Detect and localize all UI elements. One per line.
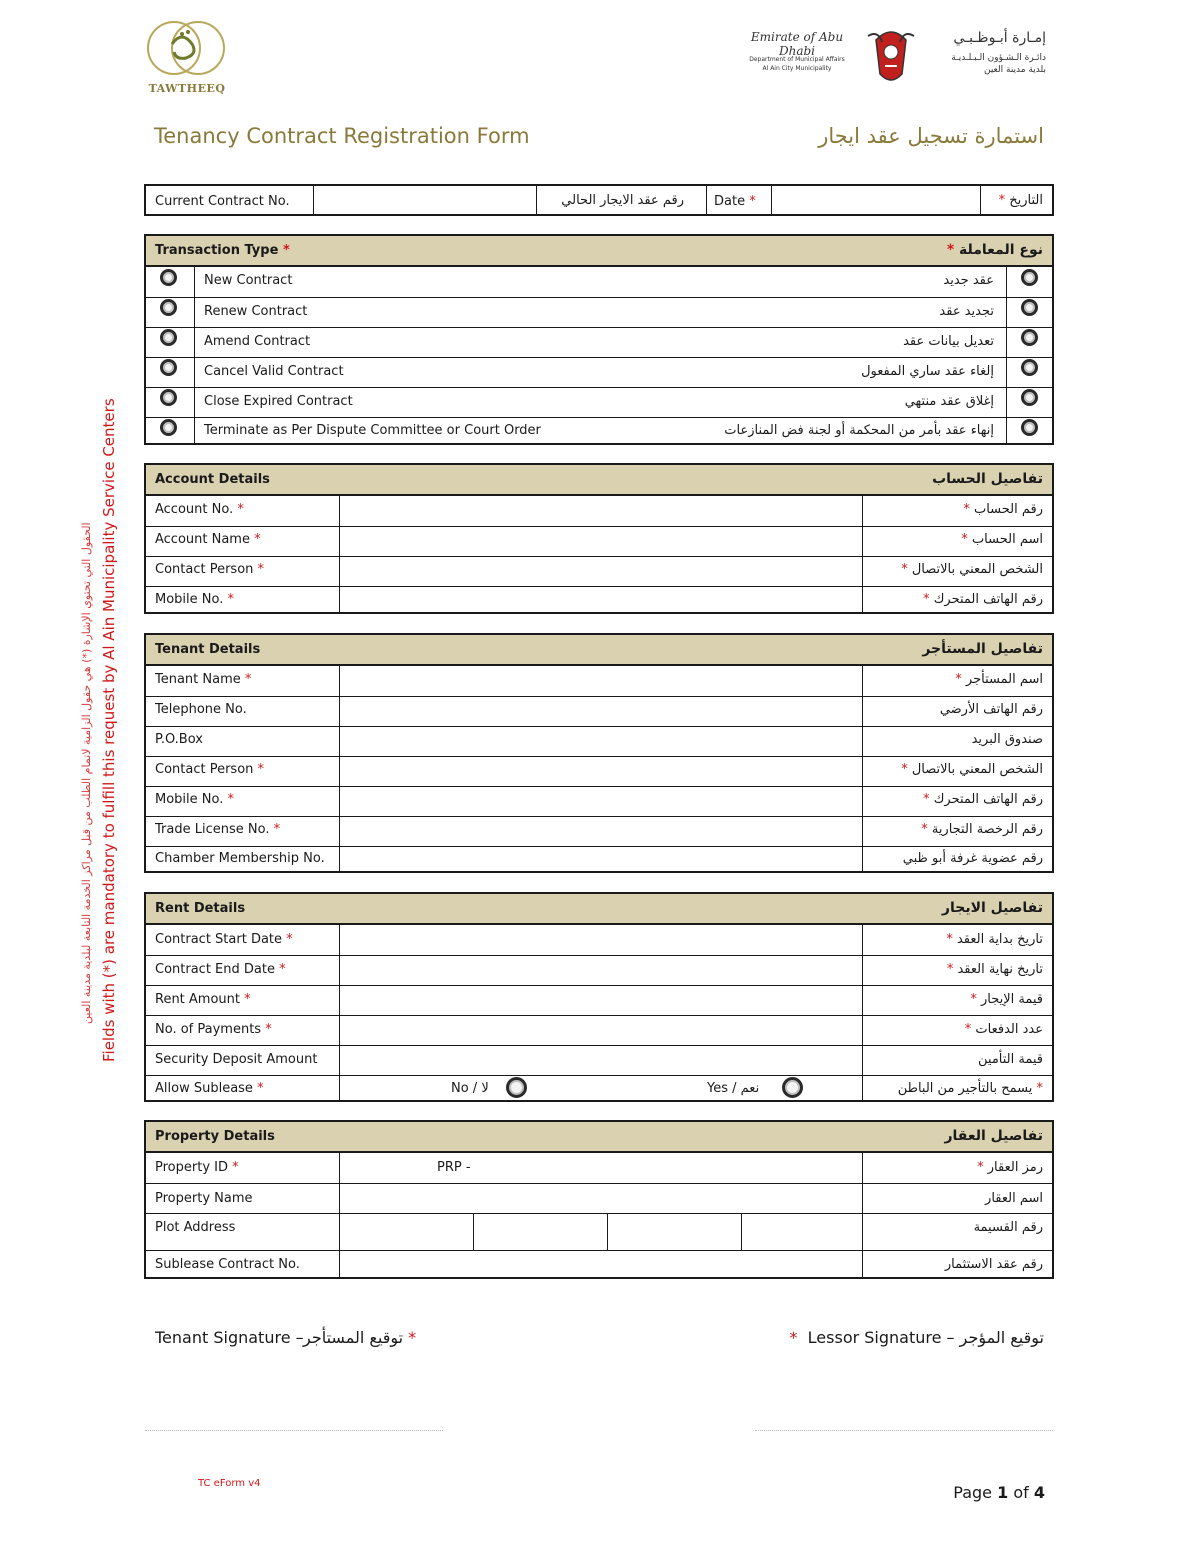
current-contract-label-ar: رقم عقد الايجار الحالي xyxy=(561,193,684,208)
form-row xyxy=(146,556,1052,586)
contract-start-input[interactable] xyxy=(341,925,861,954)
tenant-pobox-input[interactable] xyxy=(341,727,861,756)
tenant-details-table xyxy=(144,633,1054,873)
transaction-option-row xyxy=(146,417,1052,443)
field-label-en: Mobile No. * xyxy=(155,792,234,807)
field-label-en: Account No. * xyxy=(155,502,244,517)
field-label-ar: رقم الحساب * xyxy=(963,502,1043,517)
field-label-ar: عدد الدفعات * xyxy=(964,1022,1043,1037)
field-label-en: Contract End Date * xyxy=(155,962,286,977)
option-label-en: Cancel Valid Contract xyxy=(204,364,344,379)
account-no-input[interactable] xyxy=(341,496,861,525)
form-row xyxy=(146,726,1052,756)
form-row xyxy=(146,1015,1052,1045)
option-label-en: New Contract xyxy=(204,273,293,288)
tenant-telephone-input[interactable] xyxy=(341,697,861,726)
form-row xyxy=(146,496,1052,526)
security-deposit-input[interactable] xyxy=(341,1046,861,1075)
field-label-ar: قيمة الإيجار * xyxy=(970,992,1043,1007)
option-label-ar: إنهاء عقد بأمر من المحكمة أو لجنة فض المنازعات xyxy=(724,423,994,438)
form-row xyxy=(146,696,1052,726)
form-row xyxy=(146,666,1052,696)
radio-close-contract-en[interactable] xyxy=(160,389,177,406)
option-label-ar: تعديل بيانات عقد xyxy=(903,334,994,349)
gov-sub-en: Department of Municipal Affairs Al Ain City Municipality xyxy=(749,56,845,72)
rent-amount-input[interactable] xyxy=(341,986,861,1015)
date-label: Date * xyxy=(714,194,756,209)
transaction-option-row xyxy=(146,267,1052,297)
form-row xyxy=(146,985,1052,1015)
field-label-ar: الشخص المعني بالاتصال * xyxy=(901,762,1043,777)
field-label-ar: تاريخ بداية العقد * xyxy=(946,932,1043,947)
radio-terminate-contract-en[interactable] xyxy=(160,419,177,436)
plot-address-input-2[interactable] xyxy=(475,1214,606,1250)
sublease-no-radio[interactable] xyxy=(506,1077,527,1098)
option-label-en: Renew Contract xyxy=(204,304,308,319)
field-label-ar: رقم الهاتف المتحرك * xyxy=(923,592,1043,607)
form-row xyxy=(146,756,1052,786)
gov-sub-ar: دائـرة الـشـؤون الـبـلـديـة بلدية مدينة العين xyxy=(951,53,1046,75)
field-label-ar: رمز العقار * xyxy=(977,1160,1043,1175)
radio-cancel-contract-ar[interactable] xyxy=(1021,359,1038,376)
radio-amend-contract-ar[interactable] xyxy=(1021,329,1038,346)
form-row xyxy=(146,1250,1052,1277)
rent-details-header: Rent Details تفاصيل الايجار xyxy=(146,894,1052,925)
account-mobile-input[interactable] xyxy=(341,587,861,613)
page-indicator: Page 1 of 4 xyxy=(953,1483,1045,1502)
option-label-en: Amend Contract xyxy=(204,334,311,349)
field-label-en: Property Name xyxy=(155,1191,253,1206)
radio-close-contract-ar[interactable] xyxy=(1021,389,1038,406)
field-label-ar: صندوق البريد xyxy=(971,732,1043,747)
field-label-en: Contact Person * xyxy=(155,562,265,577)
transaction-type-table xyxy=(144,234,1054,445)
current-contract-label: Current Contract No. xyxy=(155,194,290,209)
emblem-icon xyxy=(866,22,916,86)
field-label-ar: الشخص المعني بالاتصال * xyxy=(901,562,1043,577)
tenant-mobile-input[interactable] xyxy=(341,787,861,816)
form-row xyxy=(146,925,1052,955)
transaction-option-row xyxy=(146,297,1052,327)
field-label-en: Plot Address xyxy=(155,1220,236,1235)
field-label-en: Trade License No. * xyxy=(155,822,281,837)
contract-info-table xyxy=(144,184,1054,216)
field-label-en: Mobile No. * xyxy=(155,592,234,607)
field-label-ar: رقم القسيمة xyxy=(973,1220,1043,1235)
radio-new-contract-en[interactable] xyxy=(160,269,177,286)
tenant-name-input[interactable] xyxy=(341,666,861,695)
field-label-ar: اسم الحساب * xyxy=(961,532,1043,547)
transaction-option-row xyxy=(146,357,1052,387)
sublease-yes-radio[interactable] xyxy=(782,1077,803,1098)
field-label-ar: * يسمح بالتأجير من الباطن xyxy=(897,1081,1043,1096)
radio-new-contract-ar[interactable] xyxy=(1021,269,1038,286)
mandatory-note-en: Fields with (*) are mandatory to fulfill this request by Al Ain Municipality Service Centers xyxy=(100,398,118,1062)
form-row xyxy=(146,586,1052,612)
radio-cancel-contract-en[interactable] xyxy=(160,359,177,376)
form-row xyxy=(146,1075,1052,1100)
tenant-signature-line[interactable] xyxy=(145,1430,443,1431)
tenant-signature-label: Tenant Signature – xyxy=(155,1328,304,1347)
option-label-ar: إغلاق عقد منتهي xyxy=(904,394,994,409)
radio-amend-contract-en[interactable] xyxy=(160,329,177,346)
field-label-en: Telephone No. xyxy=(155,702,247,717)
account-details-header: Account Details تفاصيل الحساب xyxy=(146,465,1052,496)
field-label-en: No. of Payments * xyxy=(155,1022,272,1037)
mandatory-note-ar: الحقول التي تحتوي الإشارة (*) هي حقول الزامية لاتمام الطلب من قبل مراكز الخدمة التابعة لبلدية مدينة العين xyxy=(80,522,93,1024)
form-row xyxy=(146,816,1052,846)
field-label-en: Sublease Contract No. xyxy=(155,1257,300,1272)
field-label-ar: اسم المستأجر * xyxy=(955,672,1043,687)
option-label-ar: عقد جديد xyxy=(943,273,994,288)
option-label-ar: تجديد عقد xyxy=(939,304,994,319)
form-row xyxy=(146,526,1052,556)
date-label-ar: التاريخ * xyxy=(998,193,1043,208)
field-label-ar: رقم الهاتف المتحرك * xyxy=(923,792,1043,807)
form-title-ar: استمارة تسجيل عقد ايجار xyxy=(818,124,1044,148)
sublease-contract-input[interactable] xyxy=(341,1251,861,1278)
plot-address-input-4[interactable] xyxy=(743,1214,861,1250)
field-label-ar: تاريخ نهاية العقد * xyxy=(946,962,1043,977)
form-title-en: Tenancy Contract Registration Form xyxy=(154,124,530,148)
rent-details-table xyxy=(144,892,1054,1102)
field-label-en: Contact Person * xyxy=(155,762,265,777)
gov-name-ar: إمـارة أبـوظـبـي xyxy=(953,30,1046,46)
form-row xyxy=(146,846,1052,871)
property-name-input[interactable] xyxy=(341,1184,861,1213)
field-label-ar: رقم الهاتف الأرضي xyxy=(939,702,1043,717)
field-label-ar: اسم العقار xyxy=(985,1191,1043,1206)
field-label-en: Tenant Name * xyxy=(155,672,252,687)
date-input[interactable] xyxy=(772,186,980,214)
field-label-ar: رقم عقد الاستثمار xyxy=(944,1257,1043,1272)
option-label-en: Terminate as Per Dispute Committee or Court Order xyxy=(204,423,541,438)
lessor-signature-line[interactable] xyxy=(755,1430,1053,1431)
gov-name-en: Emirate of Abu Dhabi xyxy=(750,30,844,58)
tenant-chamber-input[interactable] xyxy=(341,847,861,872)
account-details-table xyxy=(144,463,1054,614)
account-name-input[interactable] xyxy=(341,527,861,556)
property-details-header: Property Details تفاصيل العقار xyxy=(146,1122,1052,1153)
field-label-en: Allow Sublease * xyxy=(155,1081,264,1096)
field-label-ar: قيمة التأمين xyxy=(978,1052,1043,1067)
tenant-license-input[interactable] xyxy=(341,817,861,846)
form-row xyxy=(146,1183,1052,1213)
sublease-no-label: No / لا xyxy=(451,1081,489,1096)
plot-address-input-3[interactable] xyxy=(609,1214,740,1250)
form-row xyxy=(146,1045,1052,1075)
field-label-ar: رقم الرخصة التجارية * xyxy=(921,822,1043,837)
property-id-prefix[interactable]: PRP - xyxy=(437,1160,471,1175)
tenant-contact-input[interactable] xyxy=(341,757,861,786)
form-row xyxy=(146,955,1052,985)
form-row xyxy=(146,1153,1052,1183)
current-contract-input[interactable] xyxy=(314,186,536,214)
form-row xyxy=(146,1213,1052,1250)
radio-terminate-contract-ar[interactable] xyxy=(1021,419,1038,436)
tawtheeq-logo-text: TAWTHEEQ xyxy=(148,82,226,95)
plot-address-input-1[interactable] xyxy=(341,1214,472,1250)
lessor-signature-label: * Lessor Signature – توقيع المؤجر xyxy=(789,1328,1044,1347)
field-label-en: Account Name * xyxy=(155,532,261,547)
tenant-signature-label-ar: توقيع المستأجر * xyxy=(303,1328,417,1347)
payments-count-input[interactable] xyxy=(341,1016,861,1045)
radio-renew-contract-en[interactable] xyxy=(160,299,177,316)
form-row xyxy=(146,786,1052,816)
transaction-type-header: Transaction Type * نوع المعاملة * xyxy=(146,236,1052,267)
field-label-en: Rent Amount * xyxy=(155,992,251,1007)
field-label-en: Security Deposit Amount xyxy=(155,1052,318,1067)
field-label-en: Chamber Membership No. xyxy=(155,851,325,866)
property-details-table xyxy=(144,1120,1054,1279)
option-label-ar: إلغاء عقد ساري المفعول xyxy=(861,364,994,379)
radio-renew-contract-ar[interactable] xyxy=(1021,299,1038,316)
field-label-ar: رقم عضوية غرفة أبو ظبي xyxy=(902,851,1043,866)
transaction-option-row xyxy=(146,327,1052,357)
field-label-en: Contract Start Date * xyxy=(155,932,293,947)
field-label-en: P.O.Box xyxy=(155,732,203,747)
sublease-yes-label: Yes / نعم xyxy=(707,1081,760,1096)
field-label-en: Property ID * xyxy=(155,1160,239,1175)
form-version: TC eForm v4 xyxy=(198,1478,261,1489)
tenant-details-header: Tenant Details تفاصيل المستأجر xyxy=(146,635,1052,666)
contract-end-input[interactable] xyxy=(341,956,861,985)
transaction-option-row xyxy=(146,387,1052,417)
account-contact-input[interactable] xyxy=(341,557,861,586)
option-label-en: Close Expired Contract xyxy=(204,394,353,409)
